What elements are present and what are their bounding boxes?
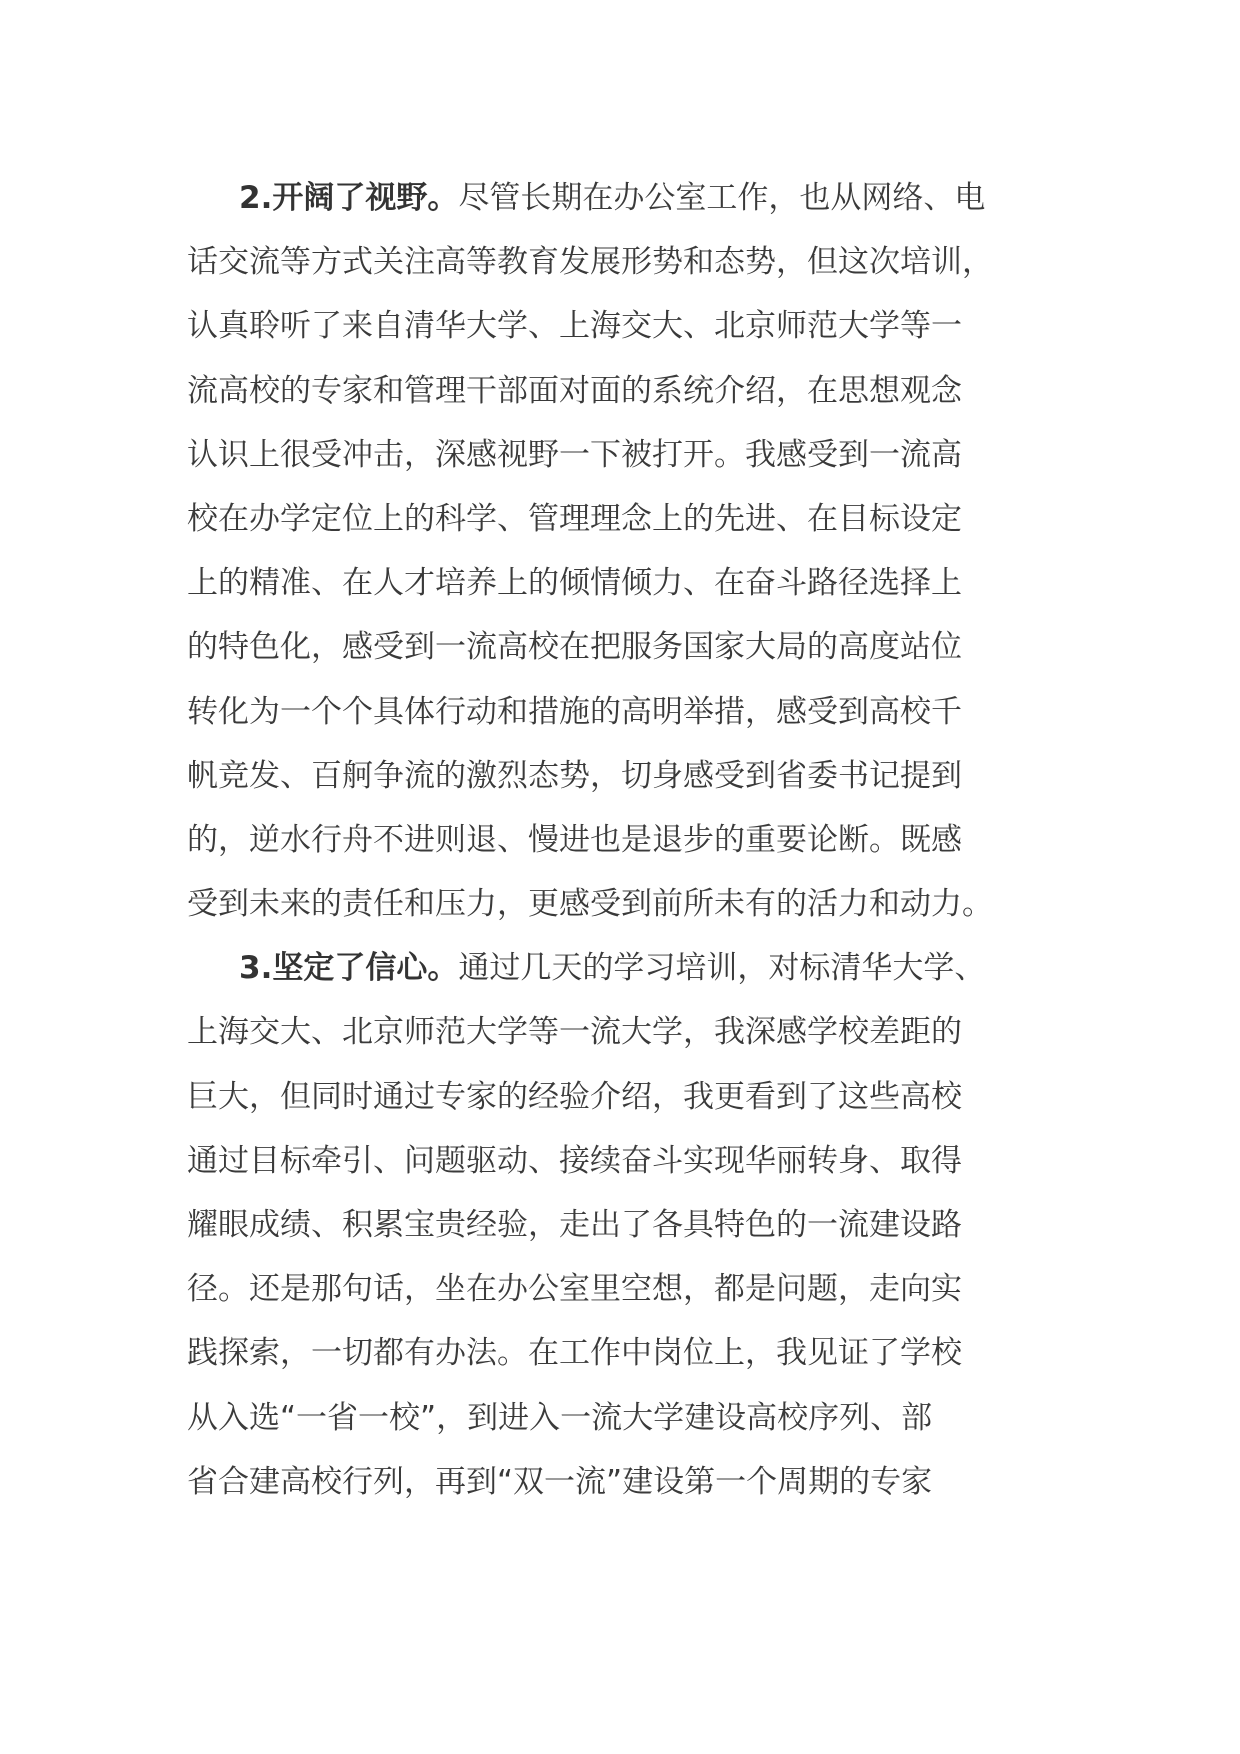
paragraph-line: 的特色化，感受到一流高校在把服务国家大局的高度站位 xyxy=(187,629,962,666)
paragraph-line: 践探索，一切都有办法。在工作中岗位上，我见证了学校 xyxy=(187,1335,962,1372)
paragraph-line: 从入选“一省一校”，到进入一流大学建设高校序列、部 xyxy=(187,1399,933,1436)
paragraph-heading: 3.坚定了信心。 xyxy=(239,950,459,987)
paragraph-line: 通过几天的学习培训，对标清华大学、 xyxy=(458,950,986,987)
paragraph-line: 认真聆听了来自清华大学、上海交大、北京师范大学等一 xyxy=(187,308,962,345)
paragraph-first-line xyxy=(187,936,1067,1000)
paragraph-line: 径。还是那句话，坐在办公室里空想，都是问题，走向实 xyxy=(187,1271,962,1308)
document-body xyxy=(187,166,1067,1514)
paragraph-broadened-vision xyxy=(187,166,1067,936)
paragraph-line: 上的精准、在人才培养上的倾情倾力、在奋斗路径选择上 xyxy=(187,565,962,602)
paragraph-line: 校在办学定位上的科学、管理理念上的先进、在目标设定 xyxy=(187,500,962,537)
paragraph-heading: 2.开阔了视野。 xyxy=(239,180,459,216)
paragraph-line: 话交流等方式关注高等教育发展形势和态势，但这次培训， xyxy=(187,244,993,281)
paragraph-line: 认识上很受冲击，深感视野一下被打开。我感受到一流高 xyxy=(187,436,962,473)
paragraph-line: 耀眼成绩、积累宝贵经验，走出了各具特色的一流建设路 xyxy=(187,1207,962,1243)
paragraph-line: 流高校的专家和管理干部面对面的系统介绍，在思想观念 xyxy=(187,372,962,409)
paragraph-line: 巨大，但同时通过专家的经验介绍，我更看到了这些高校 xyxy=(187,1078,962,1115)
paragraph-line: 通过目标牵引、问题驱动、接续奋斗实现华丽转身、取得 xyxy=(187,1142,962,1179)
paragraph-line: 的，逆水行舟不进则退、慢进也是退步的重要论断。既感 xyxy=(187,821,962,858)
paragraph-line: 帆竞发、百舸争流的激烈态势，切身感受到省委书记提到 xyxy=(187,757,962,794)
paragraph-strengthened-confidence xyxy=(187,936,1067,1514)
paragraph-line: 尽管长期在办公室工作，也从网络、电 xyxy=(458,180,986,216)
paragraph-line: 上海交大、北京师范大学等一流大学，我深感学校差距的 xyxy=(187,1014,962,1051)
paragraph-first-line xyxy=(187,166,1067,230)
paragraph-line: 受到未来的责任和压力，更感受到前所未有的活力和动力。 xyxy=(187,886,993,923)
paragraph-line: 省合建高校行列，再到“双一流”建设第一个周期的专家 xyxy=(187,1463,933,1500)
paragraph-line: 转化为一个个具体行动和措施的高明举措，感受到高校千 xyxy=(187,693,962,730)
